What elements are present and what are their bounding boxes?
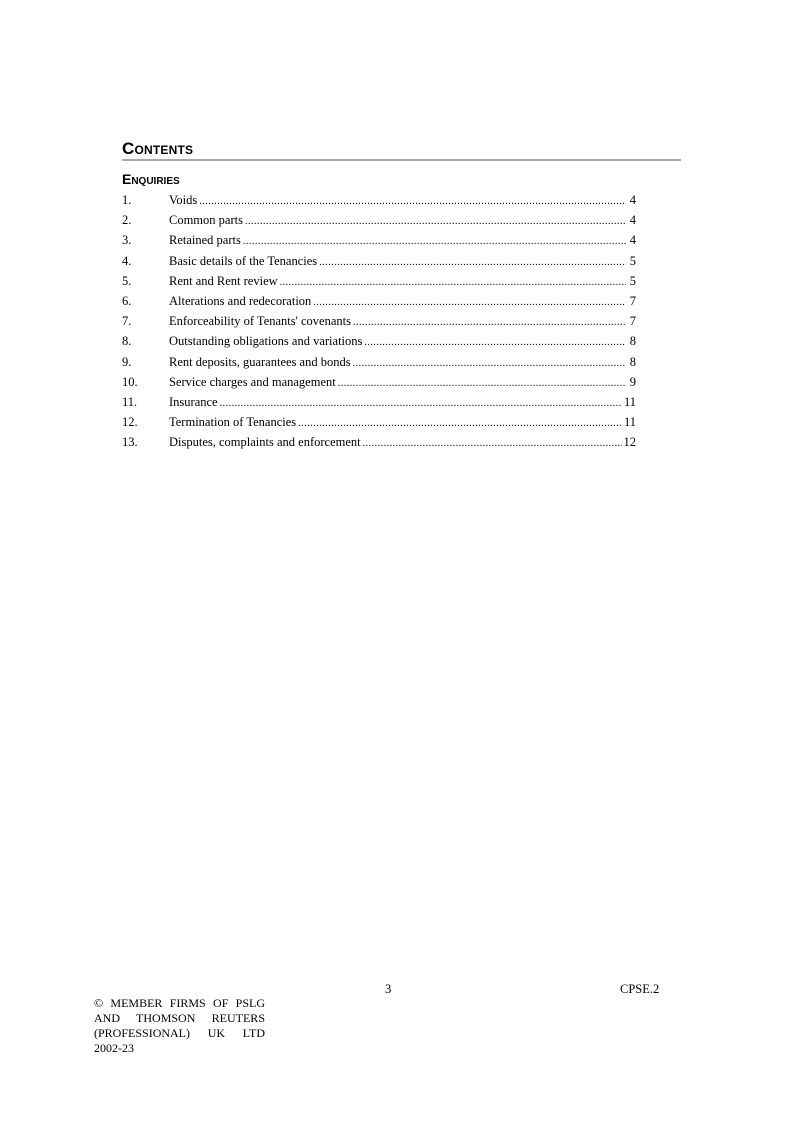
- toc-entry-title[interactable]: Outstanding obligations and variations: [169, 334, 363, 349]
- toc-entry-number: 10.: [122, 374, 138, 389]
- toc-entry-page[interactable]: 4: [629, 193, 636, 207]
- copyright-line: AND THOMSON REUTERS: [94, 1011, 265, 1025]
- toc-dot-leader: [353, 317, 626, 328]
- toc-entry-page[interactable]: 8: [629, 334, 636, 349]
- toc-entry[interactable]: [122, 334, 636, 354]
- toc-entry[interactable]: [122, 355, 636, 375]
- toc-entry-title[interactable]: Alterations and redecoration: [169, 293, 312, 308]
- toc-entry-title[interactable]: Retained parts: [169, 233, 241, 248]
- toc-entry[interactable]: [122, 213, 636, 233]
- toc-dot-leader: [199, 196, 626, 207]
- document-code: CPSE.2: [620, 982, 660, 996]
- page-number: 3: [385, 982, 392, 996]
- toc-dot-leader: [363, 438, 622, 449]
- toc-entry-page[interactable]: 8: [629, 354, 636, 369]
- toc-entry-title[interactable]: Disputes, complaints and enforcement: [169, 435, 361, 450]
- toc-entry-number: 11.: [122, 394, 138, 409]
- toc-entry-title[interactable]: Rent and Rent review: [169, 273, 278, 288]
- toc-entry-title[interactable]: Voids: [169, 193, 198, 207]
- toc-entry-number: 6.: [122, 293, 132, 308]
- toc-entry[interactable]: [122, 193, 636, 213]
- toc-entry-title[interactable]: Service charges and management: [169, 374, 336, 389]
- toc-entry-number: 9.: [122, 354, 132, 369]
- toc-entry-title[interactable]: Basic details of the Tenancies: [169, 253, 318, 268]
- toc-entry-title[interactable]: Termination of Tenancies: [169, 415, 297, 430]
- toc-entry-number: 7.: [122, 314, 132, 329]
- toc-entry-page[interactable]: 4: [629, 233, 636, 248]
- toc-entry[interactable]: [122, 435, 636, 455]
- toc-entry-page[interactable]: 5: [629, 273, 636, 288]
- toc-entry[interactable]: [122, 233, 636, 253]
- toc-entry-title[interactable]: Rent deposits, guarantees and bonds: [169, 354, 351, 369]
- toc-entry-page[interactable]: 9: [629, 374, 636, 389]
- toc-entry-number: 1.: [122, 193, 132, 207]
- toc-entry-page[interactable]: 5: [629, 253, 636, 268]
- toc-dot-leader: [220, 398, 622, 409]
- toc-entry-page[interactable]: 12: [623, 435, 636, 450]
- toc-dot-leader: [319, 257, 626, 268]
- toc-entry-page[interactable]: 11: [623, 415, 636, 430]
- toc-entry-title[interactable]: Enforceability of Tenants' covenants: [169, 314, 351, 329]
- toc-entry-title[interactable]: Insurance: [169, 394, 218, 409]
- heading-divider: [122, 159, 681, 161]
- toc-dot-leader: [338, 378, 626, 389]
- toc-dot-leader: [245, 216, 626, 227]
- toc-entry-page[interactable]: 7: [629, 314, 636, 329]
- table-of-contents: [122, 193, 636, 455]
- toc-dot-leader: [313, 297, 626, 308]
- toc-entry-page[interactable]: 7: [629, 293, 636, 308]
- toc-entry-page[interactable]: 4: [629, 213, 636, 228]
- toc-dot-leader: [364, 337, 626, 348]
- toc-dot-leader: [353, 358, 626, 369]
- toc-entry[interactable]: [122, 274, 636, 294]
- copyright-notice: [94, 996, 265, 1056]
- toc-entry-title[interactable]: Common parts: [169, 213, 243, 228]
- toc-entry[interactable]: [122, 415, 636, 435]
- toc-entry[interactable]: [122, 375, 636, 395]
- toc-entry[interactable]: [122, 254, 636, 274]
- toc-dot-leader: [298, 418, 622, 429]
- toc-dot-leader: [280, 277, 626, 288]
- toc-entry-number: 13.: [122, 435, 138, 450]
- copyright-line: © MEMBER FIRMS OF PSLG: [94, 996, 265, 1010]
- toc-dot-leader: [243, 236, 626, 247]
- toc-entry[interactable]: [122, 395, 636, 415]
- toc-entry-number: 8.: [122, 334, 132, 349]
- enquiries-subheading: Enquiries: [122, 171, 180, 187]
- toc-entry[interactable]: [122, 294, 636, 314]
- toc-entry-number: 3.: [122, 233, 132, 248]
- copyright-line: (PROFESSIONAL) UK LTD: [94, 1026, 265, 1040]
- toc-entry-page[interactable]: 11: [623, 394, 636, 409]
- toc-entry-number: 2.: [122, 213, 132, 228]
- toc-entry-number: 12.: [122, 415, 138, 430]
- toc-entry-number: 4.: [122, 253, 132, 268]
- toc-entry[interactable]: [122, 314, 636, 334]
- contents-heading: Contents: [122, 139, 194, 158]
- copyright-line: 2002-23: [94, 1041, 134, 1055]
- toc-entry-number: 5.: [122, 273, 132, 288]
